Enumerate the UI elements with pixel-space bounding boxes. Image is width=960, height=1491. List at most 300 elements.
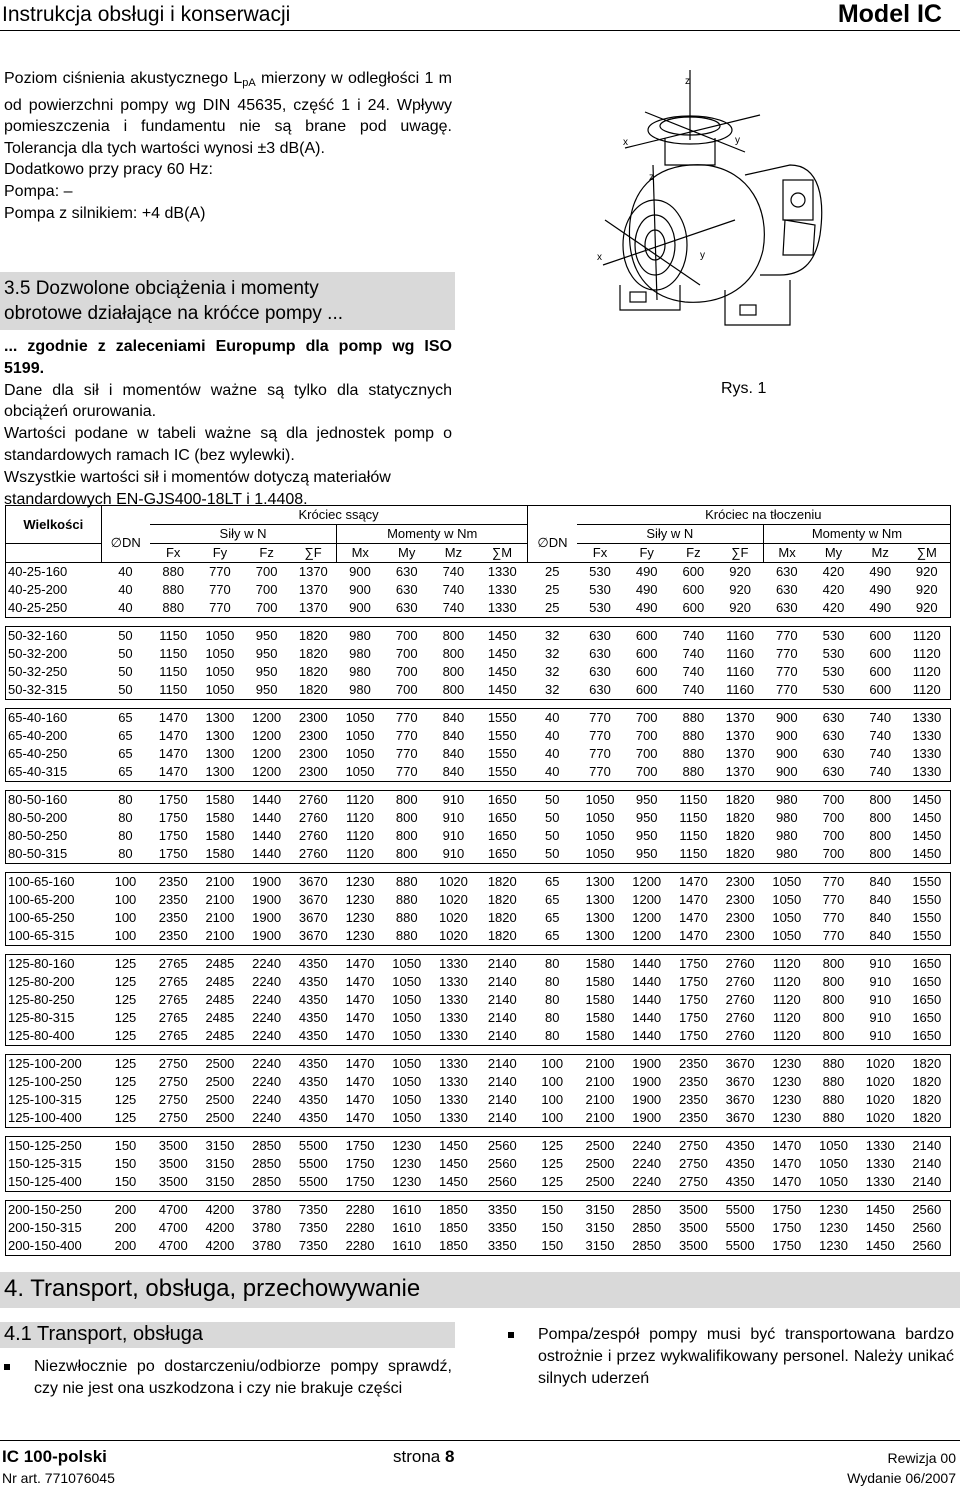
value-cell: 1330 <box>904 727 951 745</box>
value-cell: 1370 <box>725 728 755 743</box>
value-cell: 1050 <box>383 955 430 974</box>
value-cell: 25 <box>544 582 560 597</box>
value-cell: 490 <box>869 582 892 597</box>
value-cell: 840 <box>857 927 904 946</box>
value-cell: 2485 <box>197 955 244 974</box>
value-cell: 2300 <box>725 892 755 907</box>
value-cell: 1450 <box>904 827 951 845</box>
value-cell: 1330 <box>438 992 468 1007</box>
axis-label-x1: x <box>623 137 628 148</box>
value-cell: 630 <box>763 599 810 618</box>
value-cell: 1230 <box>819 1220 848 1235</box>
table-row <box>6 973 951 991</box>
value-cell: 2350 <box>158 892 188 907</box>
value-cell: 2500 <box>205 1092 235 1107</box>
value-cell: 2140 <box>487 1074 517 1089</box>
value-cell: 1440 <box>252 828 282 843</box>
value-cell: 2240 <box>632 1156 662 1171</box>
table-row <box>6 727 951 745</box>
size-cell: 200-150-250 <box>6 1201 102 1220</box>
size-cell: 125-100-250 <box>6 1073 102 1091</box>
value-cell: 80 <box>528 955 577 974</box>
value-cell: 150 <box>528 1201 577 1220</box>
value-cell: 840 <box>430 763 477 782</box>
value-cell: 2240 <box>623 1173 670 1192</box>
value-cell: 1820 <box>904 1091 951 1109</box>
value-cell: 700 <box>810 791 857 810</box>
value-cell: 1300 <box>577 873 624 892</box>
value-cell: 1050 <box>810 1173 857 1192</box>
value-cell: 1150 <box>150 627 197 646</box>
noise-pump-motor: Pompa z silnikiem: +4 dB(A) <box>4 204 206 222</box>
value-cell: 100 <box>528 1055 577 1074</box>
value-cell: 1820 <box>487 892 517 907</box>
nozzle-loads-table <box>5 505 951 1256</box>
value-cell: 2240 <box>623 1137 670 1156</box>
value-cell: 2280 <box>337 1201 384 1220</box>
value-cell: 980 <box>775 810 798 825</box>
value-cell: 1050 <box>383 1109 430 1128</box>
value-cell: 910 <box>869 1010 892 1025</box>
size-cell: 125-80-200 <box>6 973 102 991</box>
value-cell: 125 <box>114 992 137 1007</box>
value-cell: 1020 <box>865 1092 895 1107</box>
value-cell: 1330 <box>865 1156 895 1171</box>
value-cell: 125 <box>101 1027 150 1046</box>
value-cell: 3350 <box>487 1220 517 1235</box>
value-cell: 1550 <box>477 763 528 782</box>
size-cell: 65-40-160 <box>6 709 102 728</box>
value-cell: 3150 <box>577 1201 624 1220</box>
value-cell: 3670 <box>298 892 328 907</box>
value-cell: 3780 <box>243 1201 290 1220</box>
value-cell: 80 <box>544 1010 560 1025</box>
value-cell: 1200 <box>632 910 662 925</box>
section-4-1-heading <box>0 1322 455 1348</box>
size-cell: 100-65-200 <box>6 891 102 909</box>
page-footer <box>0 1440 960 1491</box>
value-cell: 950 <box>635 828 658 843</box>
value-cell: 1900 <box>632 1092 662 1107</box>
value-cell: 1470 <box>763 1173 810 1192</box>
value-cell: 600 <box>682 582 705 597</box>
header-model: Model IC <box>837 0 942 28</box>
value-cell: 2560 <box>904 1219 951 1237</box>
value-cell: 920 <box>904 581 951 599</box>
value-cell: 2140 <box>487 1010 517 1025</box>
suction-sum-m-header: ∑M <box>477 544 528 563</box>
footer-page-number: 8 <box>444 1447 455 1466</box>
value-cell: 1550 <box>904 873 951 892</box>
value-cell: 880 <box>822 1074 845 1089</box>
value-cell: 420 <box>810 563 857 582</box>
value-cell: 980 <box>775 828 798 843</box>
value-cell: 800 <box>430 681 477 700</box>
value-cell: 1580 <box>197 845 244 864</box>
section-3-5-title-line2: obrotowe działające na króćce pompy ... <box>4 303 344 324</box>
value-cell: 80 <box>544 974 560 989</box>
value-cell: 4350 <box>290 1109 337 1128</box>
value-cell: 1900 <box>623 1109 670 1128</box>
value-cell: 1050 <box>383 1027 430 1046</box>
discharge-fy-header: Fy <box>623 544 670 563</box>
value-cell: 2765 <box>158 974 188 989</box>
table-row <box>6 1137 951 1156</box>
value-cell: 2760 <box>725 992 755 1007</box>
value-cell: 1150 <box>670 845 717 864</box>
value-cell: 1050 <box>772 892 802 907</box>
value-cell: 600 <box>623 681 670 700</box>
value-cell: 1330 <box>438 974 468 989</box>
value-cell: 630 <box>822 728 845 743</box>
value-cell: 740 <box>442 582 465 597</box>
footer-doc: IC 100-polski <box>2 1447 107 1466</box>
value-cell: 100 <box>114 910 137 925</box>
value-cell: 490 <box>623 563 670 582</box>
value-cell: 1750 <box>678 1010 708 1025</box>
value-cell: 600 <box>857 681 904 700</box>
value-cell: 630 <box>810 709 857 728</box>
value-cell: 700 <box>243 563 290 582</box>
value-cell: 770 <box>383 763 430 782</box>
value-cell: 1300 <box>197 763 244 782</box>
table-row <box>6 909 951 927</box>
value-cell: 100 <box>101 873 150 892</box>
value-cell: 630 <box>395 582 418 597</box>
value-cell: 2560 <box>904 1237 951 1256</box>
value-cell: 630 <box>577 681 624 700</box>
suction-fz-header: Fz <box>243 544 290 563</box>
value-cell: 125 <box>114 1074 137 1089</box>
value-cell: 125 <box>101 1109 150 1128</box>
bullet-left <box>4 1356 452 1400</box>
section-3-5-title-line1: 3.5 Dozwolone obciążenia i momenty <box>4 278 319 299</box>
value-cell: 1820 <box>725 810 755 825</box>
value-cell: 4350 <box>298 1010 328 1025</box>
value-cell: 4350 <box>298 974 328 989</box>
value-cell: 1900 <box>252 892 282 907</box>
value-cell: 2100 <box>197 927 244 946</box>
value-cell: 1050 <box>577 791 624 810</box>
value-cell: 1550 <box>904 909 951 927</box>
value-cell: 1120 <box>904 663 951 681</box>
value-cell: 125 <box>528 1173 577 1192</box>
group-spacer <box>6 946 951 955</box>
value-cell: 2140 <box>477 1109 528 1128</box>
value-cell: 1230 <box>337 873 384 892</box>
table-row <box>6 1109 951 1128</box>
value-cell: 880 <box>150 599 197 618</box>
value-cell: 1450 <box>487 646 517 661</box>
value-cell: 25 <box>528 563 577 582</box>
footer-page-label: strona <box>393 1447 441 1466</box>
discharge-header: Króciec na tłoczeniu <box>577 506 951 525</box>
value-cell: 80 <box>528 1027 577 1046</box>
value-cell: 4200 <box>197 1237 244 1256</box>
value-cell: 1470 <box>337 1055 384 1074</box>
value-cell: 2560 <box>477 1173 528 1192</box>
value-cell: 1750 <box>763 1201 810 1220</box>
value-cell: 4350 <box>290 955 337 974</box>
value-cell: 910 <box>430 845 477 864</box>
value-cell: 2560 <box>904 1201 951 1220</box>
value-cell: 4350 <box>298 992 328 1007</box>
value-cell: 2760 <box>290 791 337 810</box>
figure-caption: Rys. 1 <box>721 380 767 397</box>
value-cell: 3670 <box>298 910 328 925</box>
value-cell: 1330 <box>430 1055 477 1074</box>
discharge-sum-m-header: ∑M <box>904 544 951 563</box>
section-4-1-title: 4.1 Transport, obsługa <box>4 1323 204 1345</box>
value-cell: 1330 <box>857 1137 904 1156</box>
value-cell: 1650 <box>477 791 528 810</box>
value-cell: 950 <box>635 810 658 825</box>
value-cell: 770 <box>589 728 611 743</box>
value-cell: 880 <box>670 709 717 728</box>
value-cell: 2765 <box>150 1027 197 1046</box>
value-cell: 1750 <box>670 955 717 974</box>
value-cell: 800 <box>822 974 845 989</box>
value-cell: 920 <box>904 599 951 618</box>
size-cell: 80-50-200 <box>6 809 102 827</box>
value-cell: 40 <box>544 728 560 743</box>
value-cell: 2300 <box>298 728 328 743</box>
value-cell: 1330 <box>430 955 477 974</box>
noise-pump: Pompa: – <box>4 182 73 200</box>
table-row <box>6 1009 951 1027</box>
value-cell: 2500 <box>577 1173 624 1192</box>
value-cell: 880 <box>670 763 717 782</box>
value-cell: 600 <box>635 664 658 679</box>
value-cell: 1050 <box>819 1156 848 1171</box>
value-cell: 100 <box>101 927 150 946</box>
noise-text-b: mierzony w odległości 1 m od powierzchni pompy wg DIN 45635, część 1 i 24. Wpływy pomieszczenia i fundamentu nie są brane pod uwagę. Tolerancja dla tych wartości wynosi ±3 dB(A). <box>4 70 452 157</box>
value-cell: 920 <box>904 563 951 582</box>
size-cell: 200-150-315 <box>6 1219 102 1237</box>
value-cell: 3150 <box>197 1173 244 1192</box>
value-cell: 1330 <box>904 763 951 782</box>
value-cell: 2850 <box>243 1173 290 1192</box>
size-cell: 150-125-315 <box>6 1155 102 1173</box>
noise-subscript: pA <box>242 77 256 89</box>
value-cell: 880 <box>395 910 418 925</box>
value-cell: 3500 <box>670 1237 717 1256</box>
value-cell: 1120 <box>772 1010 801 1025</box>
value-cell: 1470 <box>337 1109 384 1128</box>
value-cell: 1820 <box>717 845 764 864</box>
table-row <box>6 1173 951 1192</box>
value-cell: 2500 <box>577 1137 624 1156</box>
table-row <box>6 663 951 681</box>
value-cell: 880 <box>810 1109 857 1128</box>
value-cell: 2760 <box>298 828 328 843</box>
value-cell: 1580 <box>205 828 235 843</box>
value-cell: 630 <box>822 746 845 761</box>
value-cell: 880 <box>810 1055 857 1074</box>
value-cell: 150 <box>541 1220 564 1235</box>
value-cell: 1450 <box>487 664 517 679</box>
group-spacer <box>6 1192 951 1201</box>
value-cell: 1330 <box>438 1010 468 1025</box>
size-cell: 80-50-160 <box>6 791 102 810</box>
value-cell: 1020 <box>430 873 477 892</box>
value-cell: 100 <box>541 1092 564 1107</box>
value-cell: 2485 <box>205 974 235 989</box>
bullet-right <box>508 1324 954 1390</box>
section-3-5-p1: Dane dla sił i momentów ważne są tylko dla statycznych obciążeń orurowania. <box>4 381 452 421</box>
value-cell: 1450 <box>865 1220 895 1235</box>
value-cell: 530 <box>822 664 845 679</box>
value-cell: 950 <box>255 664 278 679</box>
value-cell: 3150 <box>585 1220 615 1235</box>
value-cell: 700 <box>243 599 290 618</box>
value-cell: 630 <box>589 646 611 661</box>
table-row <box>6 645 951 663</box>
value-cell: 1440 <box>252 810 282 825</box>
suction-sum-f-header: ∑F <box>290 544 337 563</box>
table-row <box>6 681 951 700</box>
discharge-forces: Siły w N <box>577 525 764 544</box>
table-row <box>6 791 951 810</box>
value-cell: 1200 <box>623 873 670 892</box>
suction-mz-header: Mz <box>430 544 477 563</box>
value-cell: 1750 <box>670 1027 717 1046</box>
value-cell: 150 <box>101 1137 150 1156</box>
value-cell: 1230 <box>345 910 375 925</box>
value-cell: 1820 <box>477 927 528 946</box>
value-cell: 980 <box>763 845 810 864</box>
value-cell: 920 <box>717 563 764 582</box>
section-3-5-body <box>4 336 452 510</box>
value-cell: 1450 <box>477 681 528 700</box>
value-cell: 2350 <box>158 910 188 925</box>
value-cell: 770 <box>763 681 810 700</box>
value-cell: 630 <box>383 599 430 618</box>
value-cell: 900 <box>337 599 384 618</box>
value-cell: 770 <box>395 728 418 743</box>
value-cell: 880 <box>162 582 185 597</box>
footer-part-no: Nr art. 771076045 <box>2 1470 115 1486</box>
value-cell: 700 <box>255 582 278 597</box>
value-cell: 700 <box>623 763 670 782</box>
value-cell: 3670 <box>725 1092 755 1107</box>
value-cell: 2280 <box>345 1220 375 1235</box>
value-cell: 1330 <box>438 1074 468 1089</box>
value-cell: 1650 <box>904 973 951 991</box>
size-cell: 100-65-315 <box>6 927 102 946</box>
value-cell: 3780 <box>252 1220 282 1235</box>
value-cell: 1850 <box>430 1201 477 1220</box>
value-cell: 1900 <box>252 910 282 925</box>
value-cell: 1900 <box>632 1074 662 1089</box>
value-cell: 1650 <box>487 828 517 843</box>
value-cell: 1050 <box>392 992 422 1007</box>
value-cell: 3780 <box>243 1237 290 1256</box>
value-cell: 1120 <box>763 955 810 974</box>
value-cell: 80 <box>118 828 133 843</box>
value-cell: 1330 <box>477 563 528 582</box>
value-cell: 1300 <box>205 746 235 761</box>
value-cell: 1580 <box>585 1010 615 1025</box>
value-cell: 2100 <box>585 1074 615 1089</box>
suction-fx-header: Fx <box>150 544 197 563</box>
value-cell: 770 <box>383 709 430 728</box>
value-cell: 2750 <box>678 1156 708 1171</box>
value-cell: 40 <box>528 763 577 782</box>
value-cell: 530 <box>810 681 857 700</box>
value-cell: 840 <box>869 892 892 907</box>
value-cell: 2240 <box>252 974 282 989</box>
value-cell: 1300 <box>197 709 244 728</box>
value-cell: 1230 <box>383 1137 430 1156</box>
value-cell: 1300 <box>585 892 615 907</box>
value-cell: 65 <box>528 873 577 892</box>
value-cell: 3350 <box>477 1201 528 1220</box>
value-cell: 1750 <box>678 992 708 1007</box>
value-cell: 80 <box>101 845 150 864</box>
value-cell: 2750 <box>158 1092 188 1107</box>
value-cell: 1050 <box>337 763 384 782</box>
col-wielkosci: Wielkości <box>6 506 102 544</box>
value-cell: 1160 <box>726 664 755 679</box>
size-cell: 125-80-160 <box>6 955 102 974</box>
axis-label-y1: y <box>735 135 740 146</box>
value-cell: 1050 <box>345 728 375 743</box>
value-cell: 1370 <box>717 763 764 782</box>
value-cell: 490 <box>635 582 658 597</box>
value-cell: 2500 <box>197 1109 244 1128</box>
value-cell: 1120 <box>346 810 374 825</box>
value-cell: 700 <box>395 646 418 661</box>
value-cell: 800 <box>857 791 904 810</box>
size-cell: 150-125-400 <box>6 1173 102 1192</box>
value-cell: 1330 <box>430 1027 477 1046</box>
value-cell: 1050 <box>585 828 615 843</box>
value-cell: 630 <box>577 627 624 646</box>
value-cell: 2485 <box>197 1027 244 1046</box>
value-cell: 1150 <box>679 828 708 843</box>
footer-page <box>393 1447 454 1467</box>
value-cell: 800 <box>822 1010 845 1025</box>
value-cell: 1160 <box>726 646 755 661</box>
value-cell: 980 <box>349 664 371 679</box>
value-cell: 1200 <box>623 927 670 946</box>
value-cell: 630 <box>810 763 857 782</box>
value-cell: 2100 <box>205 892 235 907</box>
value-cell: 800 <box>430 627 477 646</box>
value-cell: 1160 <box>717 627 764 646</box>
group-spacer <box>6 782 951 791</box>
value-cell: 4350 <box>290 1055 337 1074</box>
value-cell: 1450 <box>904 845 951 864</box>
value-cell: 5500 <box>290 1137 337 1156</box>
value-cell: 1450 <box>904 791 951 810</box>
value-cell: 880 <box>383 927 430 946</box>
value-cell: 5500 <box>298 1156 328 1171</box>
value-cell: 40 <box>101 563 150 582</box>
value-cell: 150 <box>528 1237 577 1256</box>
value-cell: 700 <box>383 681 430 700</box>
value-cell: 950 <box>623 845 670 864</box>
value-cell: 2300 <box>298 746 328 761</box>
value-cell: 5500 <box>290 1173 337 1192</box>
value-cell: 65 <box>101 709 150 728</box>
size-cell: 200-150-400 <box>6 1237 102 1256</box>
value-cell: 600 <box>670 563 717 582</box>
value-cell: 25 <box>528 599 577 618</box>
value-cell: 740 <box>670 627 717 646</box>
value-cell: 1230 <box>810 1237 857 1256</box>
